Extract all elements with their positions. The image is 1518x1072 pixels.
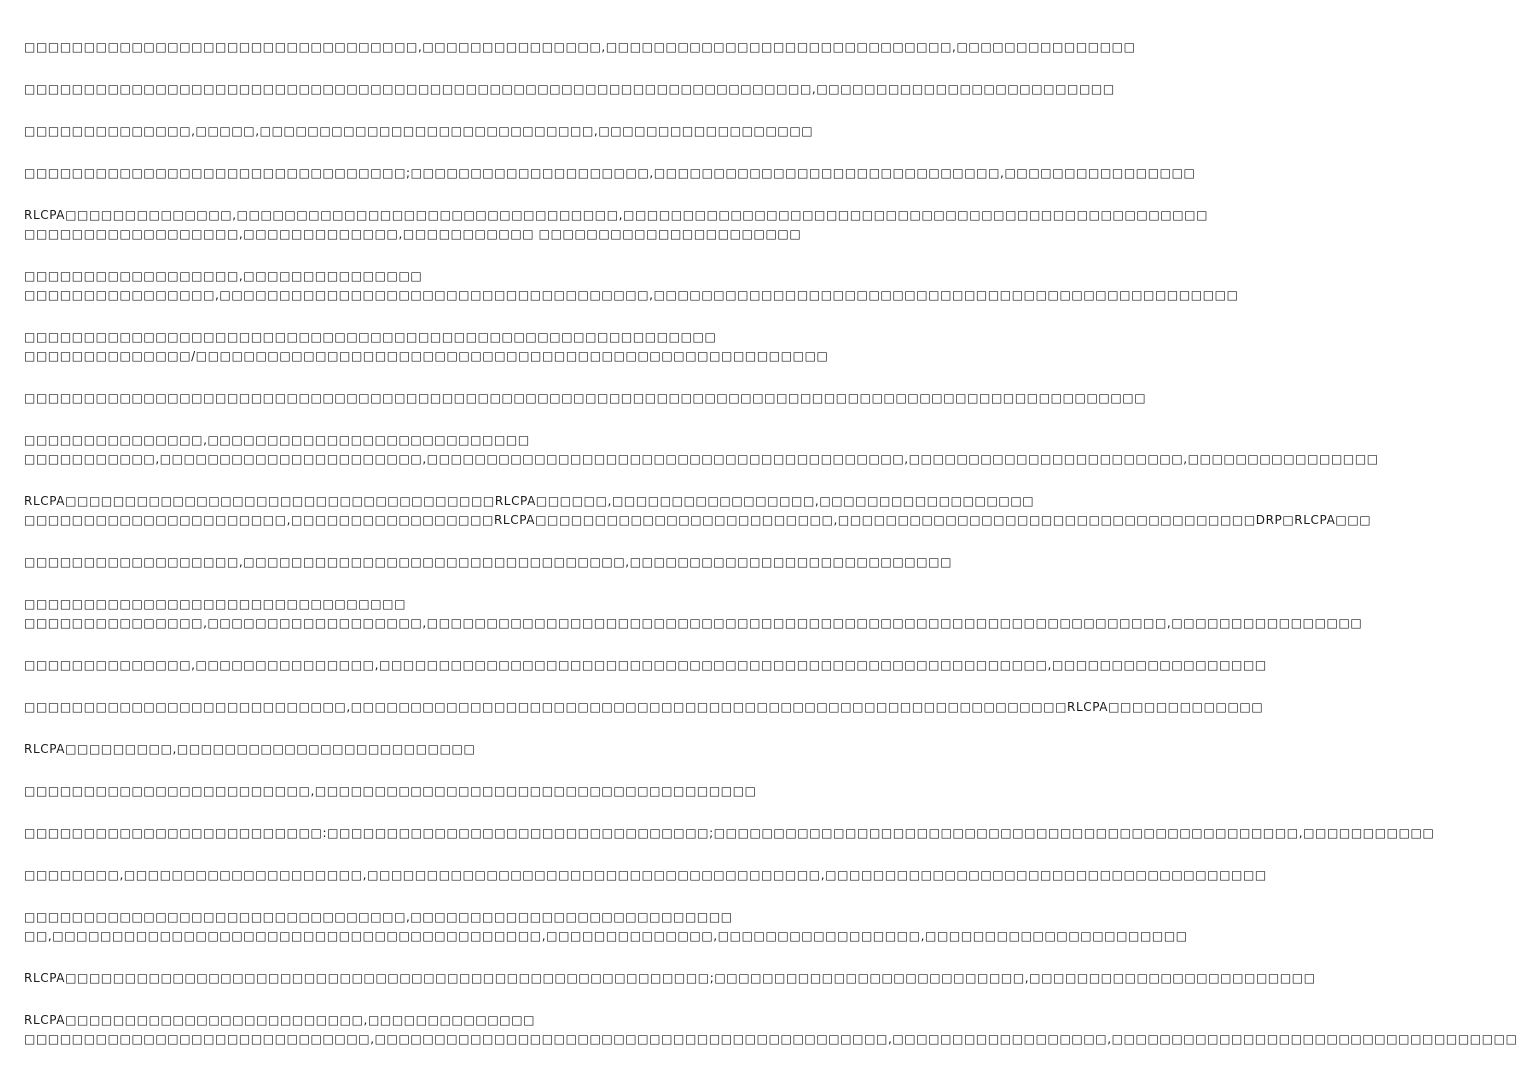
text-line: □□□□□□□□□□□□□□□□□□□□□□□□□□□□□,□□□□□□□□□□□□□□□□□□□□□□□□□□□□□□□□□□□□□□□□□□□,□□□□□□□□□□□□□□□□□□,□□□□□□□□□□□□□□□□□□□□□□□□□□□□□□□□□□ — [24, 1032, 1518, 1046]
text-line: RLCPA□□□□□□□□□□□□□□□□□□□□□□□□□□□□□□□□□□□□□□□□□□□□□□□□□□□□□□;□□□□□□□□□□□□□□□□□□□□□□□□□□,□□□□□□□□□□□□□□□□□□□□□□□□ — [24, 971, 1316, 985]
text-line: □□□□□□□□□□□□□□□□□□□□□□□□□□□□□□□□□□□□□□□□□□□□□□□□□□□□□□□□□□□□□□□□□□,□□□□□□□□□□□□□□□□□□□□□□□□□ — [24, 82, 1115, 96]
paragraph — [24, 824, 1435, 843]
text-line: □□□□□□□□□□□□□□□□□□□□□□□□□□□□□□□□;□□□□□□□□□□□□□□□□□□□□,□□□□□□□□□□□□□□□□□□□□□□□□□□□□□,□□□□□□□□□□□□□□□□ — [24, 166, 1196, 180]
text-line: □□□□□□□□□□□□□□□□□□□□□□□□□□□□□□□□□□□□□□□□□□□□□□□□□□□□□□□□□□□□□□□□□□□□□□□□□□□□□□□□□□□□□□□□□□□□□□ — [24, 391, 1147, 405]
text-line: □□□□□□□□,□□□□□□□□□□□□□□□□□□□□,□□□□□□□□□□□□□□□□□□□□□□□□□□□□□□□□□□□□□□,□□□□□□□□□□□□□□□□□□□□□□□□□□□□□□□□□□□□□ — [24, 868, 1267, 882]
text-line: □□□□□□□□□□□□□□/□□□□□□□□□□□□□□□□□□□□□□□□□□□□□□□□□□□□□□□□□□□□□□□□□□□□□ — [24, 349, 829, 363]
text-line: □□□□□□□□□□□□□□□□□□□□□□□□□□□□□□□□□□□□□□□□□□□□□□□□□□□□□□□□□□ — [24, 330, 717, 344]
paragraph — [24, 698, 1264, 717]
paragraph — [24, 782, 757, 801]
text-line: □□□□□□□□□□□□□□□□□□,□□□□□□□□□□□□□□□ — [24, 269, 423, 283]
paragraph — [24, 328, 829, 366]
text-line: □□,□□□□□□□□□□□□□□□□□□□□□□□□□□□□□□□□□□□□□□□□□,□□□□□□□□□□□□□□,□□□□□□□□□□□□□□□□□,□□□□□□□□□□□□□□□□□□□□□□ — [24, 929, 1188, 943]
document-body — [24, 38, 1518, 1072]
paragraph — [24, 38, 1136, 57]
text-line: □□□□□□□□□□□□□□□□□□,□□□□□□□□□□□□□,□□□□□□□□□□□ □□□□□□□□□□□□□□□□□□□□□□ — [24, 227, 802, 241]
text-line: □□□□□□□□□□□□□□□□□□□□□□□□□:□□□□□□□□□□□□□□□□□□□□□□□□□□□□□□□□;□□□□□□□□□□□□□□□□□□□□□□□□□□□□□□□□□□□□□□□□□□□□□□□□□,□□□□□□□□□□□ — [24, 826, 1435, 840]
text-line: □□□□□□□□□□□□□□□□□□□□□□□□,□□□□□□□□□□□□□□□□□□□□□□□□□□□□□□□□□□□□□ — [24, 784, 757, 798]
text-line: RLCPA□□□□□□□□□□□□□□□□□□□□□□□□□,□□□□□□□□□□□□□□ — [24, 1013, 536, 1027]
text-line: □□□□□□□□□□□□□□□,□□□□□□□□□□□□□□□□□□,□□□□□□□□□□□□□□□□□□□□□□□□□□□□□□□□□□□□□□□□□□□□□□□□□□□□□□□□□□□□□□,□□□□□□□□□□□□□□□□ — [24, 616, 1363, 630]
paragraph — [24, 740, 720, 759]
paragraph — [24, 908, 1188, 946]
text-line: □□□□□□□□□□□,□□□□□□□□□□□□□□□□□□□□□□,□□□□□□□□□□□□□□□□□□□□□□□□□□□□□□□□□□□□□□□□,□□□□□□□□□□□□□□□□□□□□□□□,□□□□□□□□□□□□□□□□ — [24, 452, 1379, 466]
paragraph — [24, 80, 1115, 99]
text-line: □□□□□□□□□□□□□□□□□□□□□□□□□□□□□□□□□,□□□□□□□□□□□□□□□,□□□□□□□□□□□□□□□□□□□□□□□□□□□□□,□□□□□□□□□□□□□□□ — [24, 40, 1136, 54]
text-line: □□□□□□□□□□□□□□□,□□□□□□□□□□□□□□□□□□□□□□□□□□□ — [24, 433, 530, 447]
text-line: RLCPA□□□□□□□□□,□□□□□□□□□□□□□□□□□□□□□□□□□ — [24, 742, 476, 756]
text-line: □□□□□□□□□□□□□□□□□□□□□□□□□□□□□□□□ — [24, 597, 407, 611]
text-line: □□□□□□□□□□□□□□□□,□□□□□□□□□□□□□□□□□□□□□□□□□□□□□□□□□□□□,□□□□□□□□□□□□□□□□□□□□□□□□□□□□□□□□□□□□□□□□□□□□□□□□□ — [24, 288, 1239, 302]
paragraph — [24, 206, 1209, 244]
paragraph — [24, 431, 1379, 469]
text-line: RLCPA□□□□□□□□□□□□□□,□□□□□□□□□□□□□□□□□□□□□□□□□□□□□□□□,□□□□□□□□□□□□□□□□□□□□□□□□□□□□□□□□□□□□□□□□□□□□□□□□□ — [24, 208, 1209, 222]
paragraph — [24, 656, 1267, 675]
text-line: □□□□□□□□□□□□□□□□□□□□□□□□□□□□□□□□,□□□□□□□□□□□□□□□□□□□□□□□□□□□ — [24, 910, 733, 924]
paragraph — [24, 595, 1363, 633]
text-line: □□□□□□□□□□□□□□,□□□□□□□□□□□□□□□,□□□□□□□□□□□□□□□□□□□□□□□□□□□□□□□□□□□□□□□□□□□□□□□□□□□□□□□□,□□□□□□□□□□□□□□□□□□ — [24, 658, 1267, 672]
paragraph — [24, 969, 1316, 988]
paragraph — [24, 1011, 1518, 1049]
text-line: □□□□□□□□□□□□□□□□□□,□□□□□□□□□□□□□□□□□□□□□□□□□□□□□□□□,□□□□□□□□□□□□□□□□□□□□□□□□□□□ — [24, 555, 953, 569]
text-line: □□□□□□□□□□□□□□□□□□□□□□,□□□□□□□□□□□□□□□□□RLCPA□□□□□□□□□□□□□□□□□□□□□□□□□,□□□□□□□□□□□□□□□□□□□□□□□□□□□□□□□□□□□DRP□RLCPA□□□ — [24, 513, 1372, 527]
paragraph — [24, 122, 814, 141]
text-line: □□□□□□□□□□□□□□□□□□□□□□□□□□□,□□□□□□□□□□□□□□□□□□□□□□□□□□□□□□□□□□□□□□□□□□□□□□□□□□□□□□□□□□□□RLCPA□□□□□□□□□□□□□ — [24, 700, 1264, 714]
text-line: □□□□□□□□□□□□□□,□□□□□,□□□□□□□□□□□□□□□□□□□□□□□□□□□□,□□□□□□□□□□□□□□□□□□ — [24, 124, 814, 138]
text-line: RLCPA□□□□□□□□□□□□□□□□□□□□□□□□□□□□□□□□□□□□RLCPA□□□□□□,□□□□□□□□□□□□□□□□□,□□□□□□□□□□□□□□□□□□ — [24, 494, 1035, 508]
paragraph — [24, 164, 1196, 183]
paragraph — [24, 492, 1372, 530]
paragraph — [24, 553, 953, 572]
paragraph — [24, 866, 1267, 885]
paragraph — [24, 267, 1239, 305]
paragraph — [24, 389, 1147, 408]
